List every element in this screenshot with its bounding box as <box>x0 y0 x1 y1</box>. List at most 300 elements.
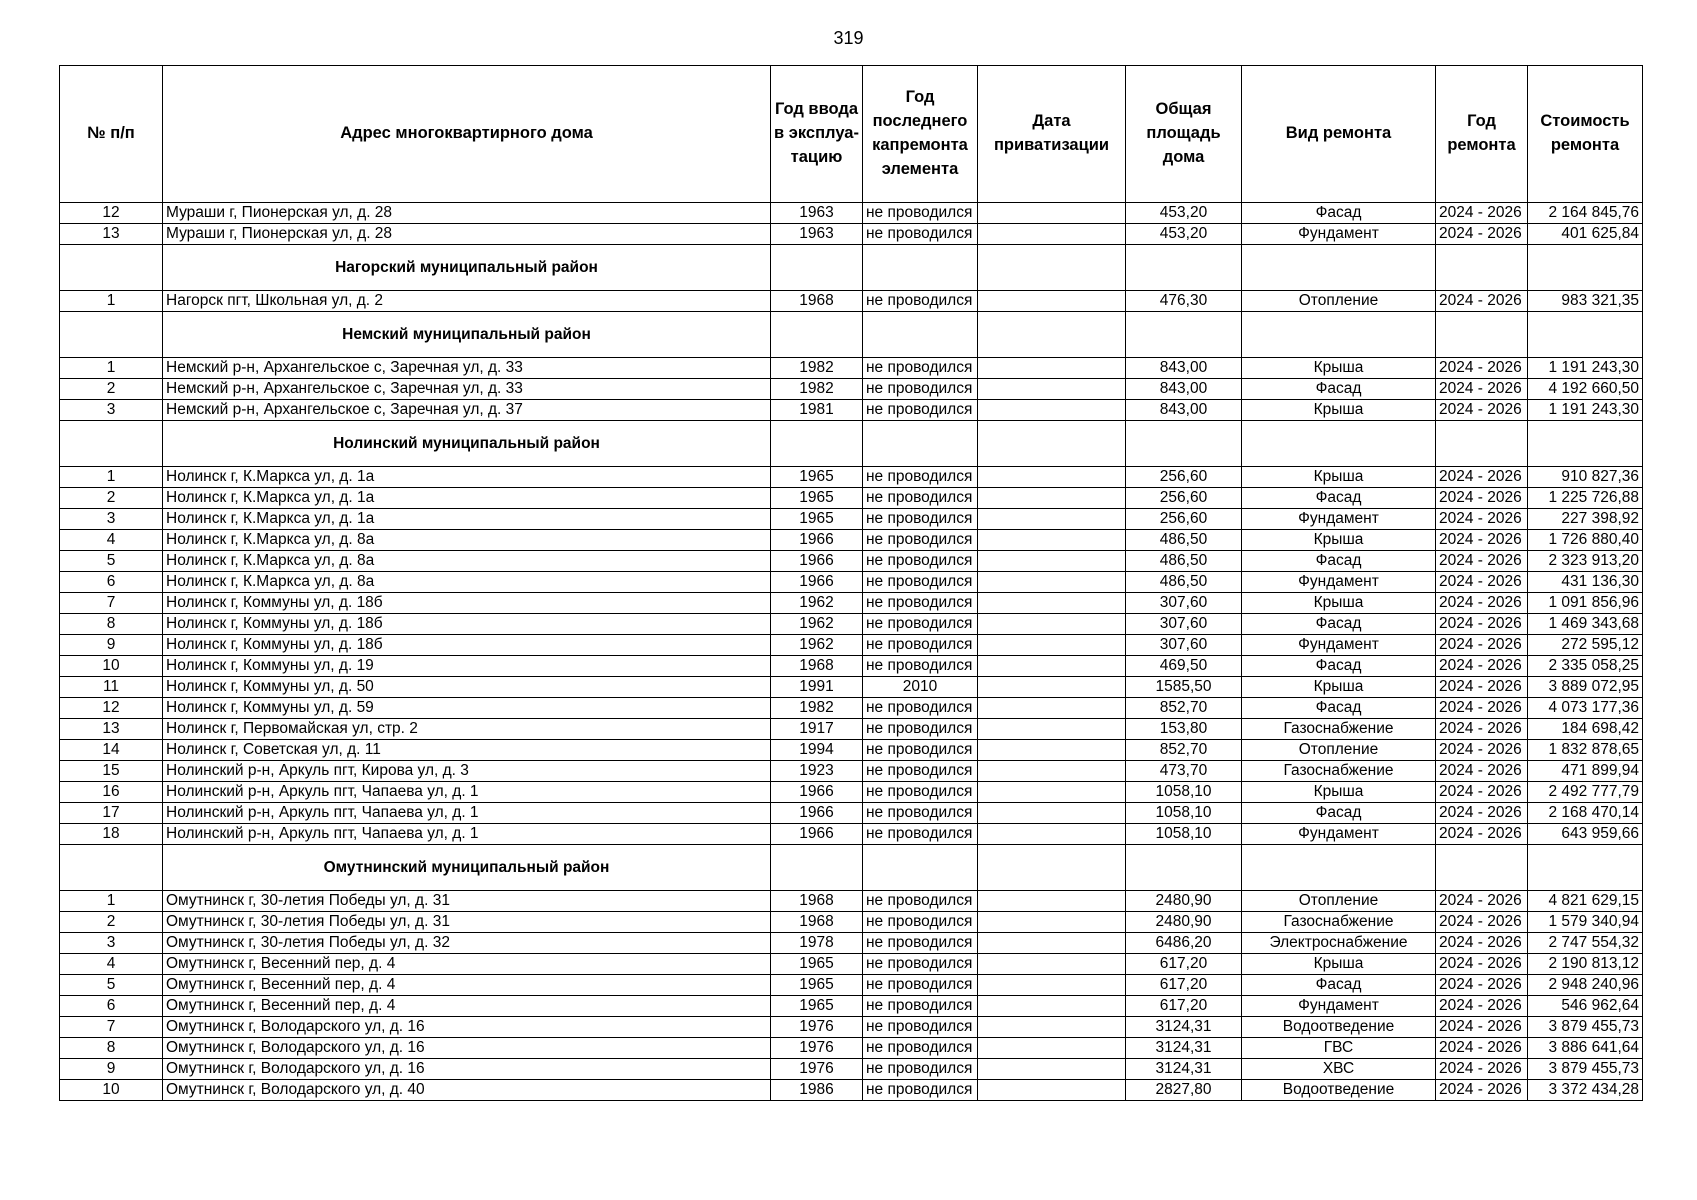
row-num-cell <box>60 245 163 291</box>
row-area-cell <box>1126 845 1242 891</box>
row-area: 617,20 <box>1126 954 1242 975</box>
row-year-cell <box>771 312 863 358</box>
row-repair-type: Газоснабжение <box>1242 912 1436 933</box>
row-repair-type-cell <box>1242 845 1436 891</box>
row-repair-period: 2024 - 2026 <box>1436 1038 1528 1059</box>
row-num: 4 <box>60 954 163 975</box>
row-privatization <box>978 291 1126 312</box>
row-repair-period: 2024 - 2026 <box>1436 698 1528 719</box>
table-row <box>60 530 1643 551</box>
row-year-built: 1968 <box>771 291 863 312</box>
row-num: 12 <box>60 203 163 224</box>
row-area: 852,70 <box>1126 740 1242 761</box>
row-last-repair: не проводился <box>863 656 978 677</box>
row-area: 307,60 <box>1126 614 1242 635</box>
row-privatization <box>978 400 1126 421</box>
table-row <box>60 614 1643 635</box>
row-year-built: 1962 <box>771 593 863 614</box>
header-privatization: Дата приватизации <box>978 66 1126 203</box>
table-row <box>60 358 1643 379</box>
row-cost-cell <box>1528 245 1643 291</box>
table-row <box>60 400 1643 421</box>
row-cost-cell <box>1528 312 1643 358</box>
row-repair-type: Крыша <box>1242 467 1436 488</box>
table-row <box>60 379 1643 400</box>
row-last-repair: не проводился <box>863 954 978 975</box>
row-address: Нолинск г, Коммуны ул, д. 18б <box>163 635 771 656</box>
row-repair-period: 2024 - 2026 <box>1436 224 1528 245</box>
row-area: 2827,80 <box>1126 1080 1242 1101</box>
row-year-built: 1966 <box>771 572 863 593</box>
row-repair-type: Крыша <box>1242 782 1436 803</box>
row-year-built: 1968 <box>771 891 863 912</box>
row-privatization <box>978 551 1126 572</box>
row-area-cell <box>1126 245 1242 291</box>
row-privatization <box>978 933 1126 954</box>
row-num: 2 <box>60 379 163 400</box>
row-privatization <box>978 782 1126 803</box>
row-repair-period: 2024 - 2026 <box>1436 912 1528 933</box>
row-address: Немский р-н, Архангельское с, Заречная ул, д. 37 <box>163 400 771 421</box>
row-repair-type: Фундамент <box>1242 824 1436 845</box>
row-area: 453,20 <box>1126 224 1242 245</box>
row-num: 8 <box>60 1038 163 1059</box>
row-num: 16 <box>60 782 163 803</box>
row-area: 1585,50 <box>1126 677 1242 698</box>
row-last-repair: 2010 <box>863 677 978 698</box>
row-num: 6 <box>60 572 163 593</box>
table-row <box>60 635 1643 656</box>
row-privatization <box>978 996 1126 1017</box>
row-last-repair: не проводился <box>863 467 978 488</box>
row-repair-type: Крыша <box>1242 358 1436 379</box>
row-address: Нолинский р-н, Аркуль пгт, Кирова ул, д. 3 <box>163 761 771 782</box>
table-row <box>60 975 1643 996</box>
row-address: Омутнинск г, Весенний пер, д. 4 <box>163 975 771 996</box>
row-repair-type: Газоснабжение <box>1242 761 1436 782</box>
row-repair-period: 2024 - 2026 <box>1436 975 1528 996</box>
row-repair-type: Фундамент <box>1242 635 1436 656</box>
row-year-built: 1966 <box>771 824 863 845</box>
row-year-built: 1986 <box>771 1080 863 1101</box>
district-row <box>60 245 1643 291</box>
row-repair-period: 2024 - 2026 <box>1436 530 1528 551</box>
row-address: Нолинск г, Советская ул, д. 11 <box>163 740 771 761</box>
row-address: Нолинск г, К.Маркса ул, д. 1а <box>163 509 771 530</box>
row-last-repair: не проводился <box>863 379 978 400</box>
row-year-built: 1963 <box>771 224 863 245</box>
row-area: 843,00 <box>1126 379 1242 400</box>
header-repair-year: Год ремонта <box>1436 66 1528 203</box>
row-repair-type: ХВС <box>1242 1059 1436 1080</box>
row-num-cell <box>60 312 163 358</box>
row-last-repair-cell <box>863 421 978 467</box>
row-privatization <box>978 224 1126 245</box>
row-address: Мураши г, Пионерская ул, д. 28 <box>163 224 771 245</box>
row-address: Омутнинск г, 30-летия Победы ул, д. 32 <box>163 933 771 954</box>
row-privatization <box>978 358 1126 379</box>
table-row <box>60 488 1643 509</box>
row-area: 852,70 <box>1126 698 1242 719</box>
row-num: 1 <box>60 467 163 488</box>
row-area: 1058,10 <box>1126 782 1242 803</box>
row-area: 256,60 <box>1126 509 1242 530</box>
row-repair-type-cell <box>1242 421 1436 467</box>
row-cost: 2 164 845,76 <box>1528 203 1643 224</box>
row-last-repair: не проводился <box>863 593 978 614</box>
row-year-built: 1965 <box>771 488 863 509</box>
row-cost: 2 747 554,32 <box>1528 933 1643 954</box>
row-area: 307,60 <box>1126 635 1242 656</box>
row-address: Нолинск г, Коммуны ул, д. 50 <box>163 677 771 698</box>
table-row <box>60 677 1643 698</box>
row-area: 453,20 <box>1126 203 1242 224</box>
row-privatization <box>978 530 1126 551</box>
row-last-repair: не проводился <box>863 1080 978 1101</box>
row-num: 9 <box>60 635 163 656</box>
row-year-built: 1976 <box>771 1038 863 1059</box>
repair-registry-table <box>59 65 1643 1101</box>
row-repair-type-cell <box>1242 245 1436 291</box>
row-privatization <box>978 1080 1126 1101</box>
row-area: 843,00 <box>1126 358 1242 379</box>
row-repair-period: 2024 - 2026 <box>1436 358 1528 379</box>
row-area: 1058,10 <box>1126 824 1242 845</box>
row-area: 256,60 <box>1126 488 1242 509</box>
row-area: 6486,20 <box>1126 933 1242 954</box>
row-repair-type: Фундамент <box>1242 996 1436 1017</box>
row-year-built: 1981 <box>771 400 863 421</box>
row-repair-type: Фасад <box>1242 975 1436 996</box>
row-year-built: 1966 <box>771 551 863 572</box>
row-repair-type: Фасад <box>1242 488 1436 509</box>
row-repair-period: 2024 - 2026 <box>1436 719 1528 740</box>
row-cost: 1 091 856,96 <box>1528 593 1643 614</box>
row-num: 4 <box>60 530 163 551</box>
row-repair-type: Фасад <box>1242 551 1436 572</box>
row-area: 617,20 <box>1126 996 1242 1017</box>
row-last-repair: не проводился <box>863 572 978 593</box>
row-address: Нолинский р-н, Аркуль пгт, Чапаева ул, д. 1 <box>163 824 771 845</box>
table-body <box>60 203 1643 1101</box>
row-last-repair: не проводился <box>863 530 978 551</box>
row-repair-period: 2024 - 2026 <box>1436 509 1528 530</box>
row-year-built: 1982 <box>771 379 863 400</box>
row-repair-year-cell <box>1436 312 1528 358</box>
row-repair-type: Отопление <box>1242 291 1436 312</box>
row-last-repair: не проводился <box>863 782 978 803</box>
district-name: Нолинский муниципальный район <box>163 421 771 467</box>
row-last-repair: не проводился <box>863 996 978 1017</box>
header-last-repair: Год последнего капремонта элемента <box>863 66 978 203</box>
row-year-built: 1962 <box>771 614 863 635</box>
row-area: 469,50 <box>1126 656 1242 677</box>
header-year-built: Год ввода в эксплуа- тацию <box>771 66 863 203</box>
row-address: Омутнинск г, Весенний пер, д. 4 <box>163 996 771 1017</box>
row-year-built: 1991 <box>771 677 863 698</box>
row-year-built: 1965 <box>771 509 863 530</box>
row-year-built: 1982 <box>771 358 863 379</box>
row-repair-period: 2024 - 2026 <box>1436 467 1528 488</box>
row-area: 3124,31 <box>1126 1059 1242 1080</box>
row-cost: 983 321,35 <box>1528 291 1643 312</box>
row-area-cell <box>1126 421 1242 467</box>
table-row <box>60 1017 1643 1038</box>
row-last-repair-cell <box>863 312 978 358</box>
row-repair-type: Электроснабжение <box>1242 933 1436 954</box>
row-repair-period: 2024 - 2026 <box>1436 677 1528 698</box>
row-repair-period: 2024 - 2026 <box>1436 891 1528 912</box>
row-address: Нолинск г, Коммуны ул, д. 18б <box>163 593 771 614</box>
row-repair-period: 2024 - 2026 <box>1436 824 1528 845</box>
row-repair-period: 2024 - 2026 <box>1436 954 1528 975</box>
row-privatization <box>978 593 1126 614</box>
row-cost: 3 886 641,64 <box>1528 1038 1643 1059</box>
table-row <box>60 803 1643 824</box>
row-num: 3 <box>60 933 163 954</box>
row-repair-type: ГВС <box>1242 1038 1436 1059</box>
row-area: 2480,90 <box>1126 912 1242 933</box>
row-last-repair: не проводился <box>863 761 978 782</box>
row-address: Нолинск г, Первомайская ул, стр. 2 <box>163 719 771 740</box>
row-address: Омутнинск г, Володарского ул, д. 16 <box>163 1017 771 1038</box>
table-row <box>60 719 1643 740</box>
row-address: Нагорск пгт, Школьная ул, д. 2 <box>163 291 771 312</box>
row-num: 18 <box>60 824 163 845</box>
row-year-cell <box>771 421 863 467</box>
district-row <box>60 845 1643 891</box>
table-row <box>60 551 1643 572</box>
row-cost: 3 372 434,28 <box>1528 1080 1643 1101</box>
row-repair-type: Фасад <box>1242 379 1436 400</box>
row-num: 17 <box>60 803 163 824</box>
row-cost: 471 899,94 <box>1528 761 1643 782</box>
row-cost: 1 225 726,88 <box>1528 488 1643 509</box>
row-repair-type: Фасад <box>1242 656 1436 677</box>
row-last-repair: не проводился <box>863 203 978 224</box>
table-row <box>60 761 1643 782</box>
row-year-built: 1923 <box>771 761 863 782</box>
row-privatization-cell <box>978 845 1126 891</box>
row-year-built: 1966 <box>771 530 863 551</box>
row-num: 10 <box>60 656 163 677</box>
row-repair-year-cell <box>1436 421 1528 467</box>
row-num: 15 <box>60 761 163 782</box>
row-year-built: 1976 <box>771 1059 863 1080</box>
row-area: 256,60 <box>1126 467 1242 488</box>
row-privatization <box>978 740 1126 761</box>
row-last-repair: не проводился <box>863 509 978 530</box>
row-year-built: 1976 <box>771 1017 863 1038</box>
row-repair-period: 2024 - 2026 <box>1436 488 1528 509</box>
table-row <box>60 996 1643 1017</box>
row-repair-type: Крыша <box>1242 593 1436 614</box>
table-row <box>60 698 1643 719</box>
row-privatization <box>978 954 1126 975</box>
row-num: 1 <box>60 291 163 312</box>
row-num: 3 <box>60 400 163 421</box>
row-repair-year-cell <box>1436 845 1528 891</box>
row-cost-cell <box>1528 421 1643 467</box>
row-privatization <box>978 975 1126 996</box>
row-area: 476,30 <box>1126 291 1242 312</box>
row-cost: 3 889 072,95 <box>1528 677 1643 698</box>
row-address: Омутнинск г, 30-летия Победы ул, д. 31 <box>163 912 771 933</box>
row-repair-type: Водоотведение <box>1242 1017 1436 1038</box>
row-repair-type: Фасад <box>1242 698 1436 719</box>
row-num: 6 <box>60 996 163 1017</box>
row-privatization-cell <box>978 245 1126 291</box>
table-row <box>60 933 1643 954</box>
table-row <box>60 572 1643 593</box>
row-cost: 1 579 340,94 <box>1528 912 1643 933</box>
row-year-built: 1917 <box>771 719 863 740</box>
row-repair-period: 2024 - 2026 <box>1436 933 1528 954</box>
row-num-cell <box>60 421 163 467</box>
row-privatization <box>978 635 1126 656</box>
district-row <box>60 312 1643 358</box>
row-address: Нолинский р-н, Аркуль пгт, Чапаева ул, д. 1 <box>163 803 771 824</box>
row-address: Омутнинск г, 30-летия Победы ул, д. 31 <box>163 891 771 912</box>
row-year-cell <box>771 245 863 291</box>
row-num: 3 <box>60 509 163 530</box>
row-address: Омутнинск г, Володарского ул, д. 40 <box>163 1080 771 1101</box>
row-last-repair-cell <box>863 245 978 291</box>
row-address: Нолинск г, К.Маркса ул, д. 1а <box>163 488 771 509</box>
row-area: 153,80 <box>1126 719 1242 740</box>
header-num: № п/п <box>60 66 163 203</box>
table-row <box>60 912 1643 933</box>
row-repair-period: 2024 - 2026 <box>1436 1059 1528 1080</box>
row-area-cell <box>1126 312 1242 358</box>
row-cost: 1 469 343,68 <box>1528 614 1643 635</box>
row-address: Мураши г, Пионерская ул, д. 28 <box>163 203 771 224</box>
row-last-repair: не проводился <box>863 488 978 509</box>
row-repair-period: 2024 - 2026 <box>1436 761 1528 782</box>
row-privatization <box>978 1059 1126 1080</box>
row-privatization <box>978 1038 1126 1059</box>
table-row <box>60 954 1643 975</box>
row-repair-period: 2024 - 2026 <box>1436 1017 1528 1038</box>
row-last-repair: не проводился <box>863 975 978 996</box>
row-num: 2 <box>60 488 163 509</box>
row-cost: 3 879 455,73 <box>1528 1017 1643 1038</box>
row-area: 843,00 <box>1126 400 1242 421</box>
table-row <box>60 1038 1643 1059</box>
row-num: 8 <box>60 614 163 635</box>
row-last-repair: не проводился <box>863 1017 978 1038</box>
row-last-repair: не проводился <box>863 1038 978 1059</box>
row-num: 7 <box>60 1017 163 1038</box>
table-row <box>60 509 1643 530</box>
row-repair-type: Крыша <box>1242 954 1436 975</box>
row-year-built: 1965 <box>771 954 863 975</box>
row-cost-cell <box>1528 845 1643 891</box>
row-privatization-cell <box>978 421 1126 467</box>
row-privatization-cell <box>978 312 1126 358</box>
row-year-built: 1994 <box>771 740 863 761</box>
row-repair-type: Крыша <box>1242 530 1436 551</box>
row-cost: 2 492 777,79 <box>1528 782 1643 803</box>
row-repair-period: 2024 - 2026 <box>1436 203 1528 224</box>
row-repair-period: 2024 - 2026 <box>1436 593 1528 614</box>
row-last-repair: не проводился <box>863 358 978 379</box>
row-privatization <box>978 656 1126 677</box>
row-area: 3124,31 <box>1126 1038 1242 1059</box>
row-area: 617,20 <box>1126 975 1242 996</box>
row-address: Нолинск г, К.Маркса ул, д. 8а <box>163 572 771 593</box>
row-address: Омутнинск г, Весенний пер, д. 4 <box>163 954 771 975</box>
row-address: Немский р-н, Архангельское с, Заречная ул, д. 33 <box>163 379 771 400</box>
row-num: 9 <box>60 1059 163 1080</box>
row-last-repair: не проводился <box>863 698 978 719</box>
row-repair-type: Фасад <box>1242 203 1436 224</box>
header-cost: Стоимость ремонта <box>1528 66 1643 203</box>
row-area: 486,50 <box>1126 530 1242 551</box>
table-row <box>60 824 1643 845</box>
row-num: 11 <box>60 677 163 698</box>
row-cost: 643 959,66 <box>1528 824 1643 845</box>
row-privatization <box>978 761 1126 782</box>
district-name: Немский муниципальный район <box>163 312 771 358</box>
row-address: Нолинск г, Коммуны ул, д. 59 <box>163 698 771 719</box>
row-last-repair: не проводился <box>863 912 978 933</box>
row-last-repair: не проводился <box>863 1059 978 1080</box>
row-repair-period: 2024 - 2026 <box>1436 803 1528 824</box>
row-repair-period: 2024 - 2026 <box>1436 572 1528 593</box>
row-num: 13 <box>60 224 163 245</box>
row-area: 2480,90 <box>1126 891 1242 912</box>
row-num: 12 <box>60 698 163 719</box>
row-address: Омутнинск г, Володарского ул, д. 16 <box>163 1059 771 1080</box>
table-row <box>60 467 1643 488</box>
row-last-repair: не проводился <box>863 291 978 312</box>
row-privatization <box>978 824 1126 845</box>
row-repair-type: Отопление <box>1242 891 1436 912</box>
row-repair-type: Водоотведение <box>1242 1080 1436 1101</box>
row-repair-period: 2024 - 2026 <box>1436 740 1528 761</box>
row-num: 7 <box>60 593 163 614</box>
row-privatization <box>978 698 1126 719</box>
row-year-built: 1965 <box>771 467 863 488</box>
row-year-built: 1968 <box>771 912 863 933</box>
row-cost: 1 832 878,65 <box>1528 740 1643 761</box>
table-row <box>60 740 1643 761</box>
row-last-repair: не проводился <box>863 933 978 954</box>
row-cost: 4 821 629,15 <box>1528 891 1643 912</box>
row-repair-type: Отопление <box>1242 740 1436 761</box>
district-row <box>60 421 1643 467</box>
row-num: 5 <box>60 551 163 572</box>
row-num: 2 <box>60 912 163 933</box>
table-row <box>60 656 1643 677</box>
page-number: 319 <box>833 28 864 48</box>
row-area: 3124,31 <box>1126 1017 1242 1038</box>
row-repair-period: 2024 - 2026 <box>1436 614 1528 635</box>
row-privatization <box>978 677 1126 698</box>
row-address: Немский р-н, Архангельское с, Заречная ул, д. 33 <box>163 358 771 379</box>
row-repair-type: Фундамент <box>1242 509 1436 530</box>
row-cost: 2 323 913,20 <box>1528 551 1643 572</box>
table-row <box>60 203 1643 224</box>
row-cost: 184 698,42 <box>1528 719 1643 740</box>
row-year-built: 1966 <box>771 782 863 803</box>
row-year-built: 1982 <box>771 698 863 719</box>
row-num: 5 <box>60 975 163 996</box>
row-privatization <box>978 1017 1126 1038</box>
row-last-repair: не проводился <box>863 224 978 245</box>
row-address: Нолинск г, Коммуны ул, д. 18б <box>163 614 771 635</box>
